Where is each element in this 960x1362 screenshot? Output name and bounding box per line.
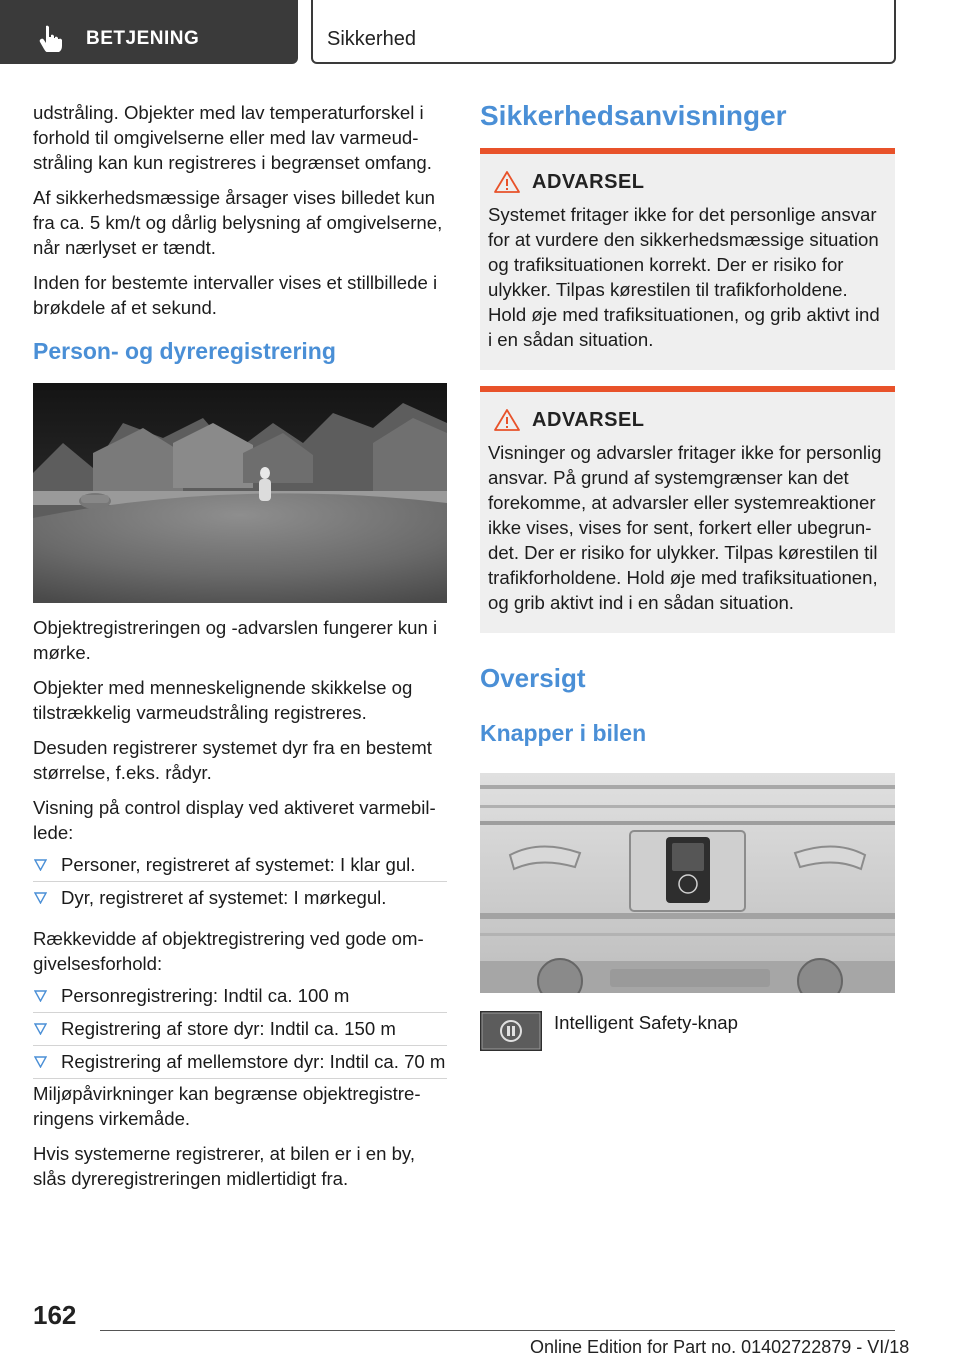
warning-triangle-icon [494,408,520,432]
paragraph: Objekter med menneskelignende skikkelse og tilstrækkelig varmeudstråling registreres. [33,677,413,723]
warning-triangle-icon [494,170,520,194]
triangle-bullet-icon [34,990,47,1002]
list-item-text: Personregistrering: Indtil ca. 100 m [61,985,350,1006]
night-vision-image [33,383,447,603]
triangle-bullet-icon [34,1023,47,1035]
section-label: Sikkerhed [327,28,416,50]
warning-box [480,386,895,633]
warning-text: Systemet fritager ikke for det personlige ansvar for at vurdere den sikkerhedsmæssige situation og trafiksituationen korrekt. Der er risiko for ulykker. Tilpas kørestilen til trafikforholdene. Hold øje med trafiksituationen, og grib aktivt ind i en sådan situation. [488,204,880,350]
list-item-text: Registrering af store dyr: Indtil ca. 150 m [61,1018,396,1039]
paragraph: Miljøpåvirkninger kan begrænse objektregistreringens virkemåde. [33,1083,421,1129]
warning-title: ADVARSEL [532,408,645,431]
list-item [33,849,447,882]
caption-row [480,1011,895,1051]
footer-divider [100,1330,895,1331]
left-column [33,100,447,1201]
section-tab[interactable] [311,0,896,64]
page-number: 162 [33,1300,77,1330]
button-caption: Intelligent Safety-knap [554,1012,738,1033]
chapter-tab[interactable] [0,0,298,64]
paragraph: Af sikkerhedsmæssige årsager vises billedet kun fra ca. 5 km/t og dårlig belysning af omgivelserne, når nærlyset er tændt. [33,187,443,258]
triangle-bullet-icon [34,1056,47,1068]
edition-text: Online Edition for Part no. 01402722879 - VI/18 [530,1337,910,1357]
dashboard-image [480,773,895,993]
triangle-bullet-icon [34,892,47,904]
list-item [33,980,447,1013]
safety-heading: Sikkerhedsanvisninger [480,100,787,131]
warning-box [480,148,895,370]
list-item [33,1046,447,1079]
paragraph: Inden for bestemte intervaller vises et stillbillede i brøkdele af et sekund. [33,272,438,318]
paragraph: Visning på control display ved aktiveret varmebillede: [33,797,436,843]
list-item [33,1013,447,1046]
paragraph: Desuden registrerer systemet dyr fra en bestemt størrelse, f.eks. rådyr. [33,737,432,783]
page-header [0,0,960,66]
paragraph: Rækkevidde af objektregistrering ved gode omgivelsesforhold: [33,928,424,974]
paragraph: Objektregistreringen og -advarslen fungerer kun i mørke. [33,617,438,663]
list-item-text: Dyr, registreret af systemet: I mørkegul. [61,887,387,908]
warning-text: Visninger og advarsler fritager ikke for personlig ansvar. På grund af systemgrænser kan det forekomme, at advarsler eller systemreaktioner ikke vises, vises for sent, forkert eller ubegrundet. Der er risiko for ulykker. Tilpas kørestilen til trafikforholdene. Hold øje med trafiksituationen, og grib aktivt ind i en sådan situation. [488,442,882,613]
intelligent-safety-button-icon [480,1011,542,1051]
warning-title: ADVARSEL [532,170,645,193]
triangle-bullet-icon [34,859,47,871]
chapter-label: BETJENING [86,28,200,49]
hand-pointer-icon [36,24,68,52]
display-color-list [33,849,447,914]
list-item-text: Personer, registreret af systemet: I klar gul. [61,854,416,875]
list-item [33,882,447,914]
list-item-text: Registrering af mellemstore dyr: Indtil ca. 70 m [61,1051,446,1072]
right-column [480,100,895,1051]
person-animal-heading: Person- og dyreregistrering [33,338,336,364]
paragraph: udstråling. Objekter med lav temperaturforskel i forhold til omgivelserne eller med lav varmeudstråling kan kun registreres i begrænset omfang. [33,102,432,173]
buttons-heading: Knapper i bilen [480,720,647,746]
overview-heading: Oversigt [480,663,586,693]
range-list [33,980,447,1079]
paragraph: Hvis systemerne registrerer, at bilen er i en by, slås dyreregistreringen midlertidigt fra. [33,1143,416,1189]
